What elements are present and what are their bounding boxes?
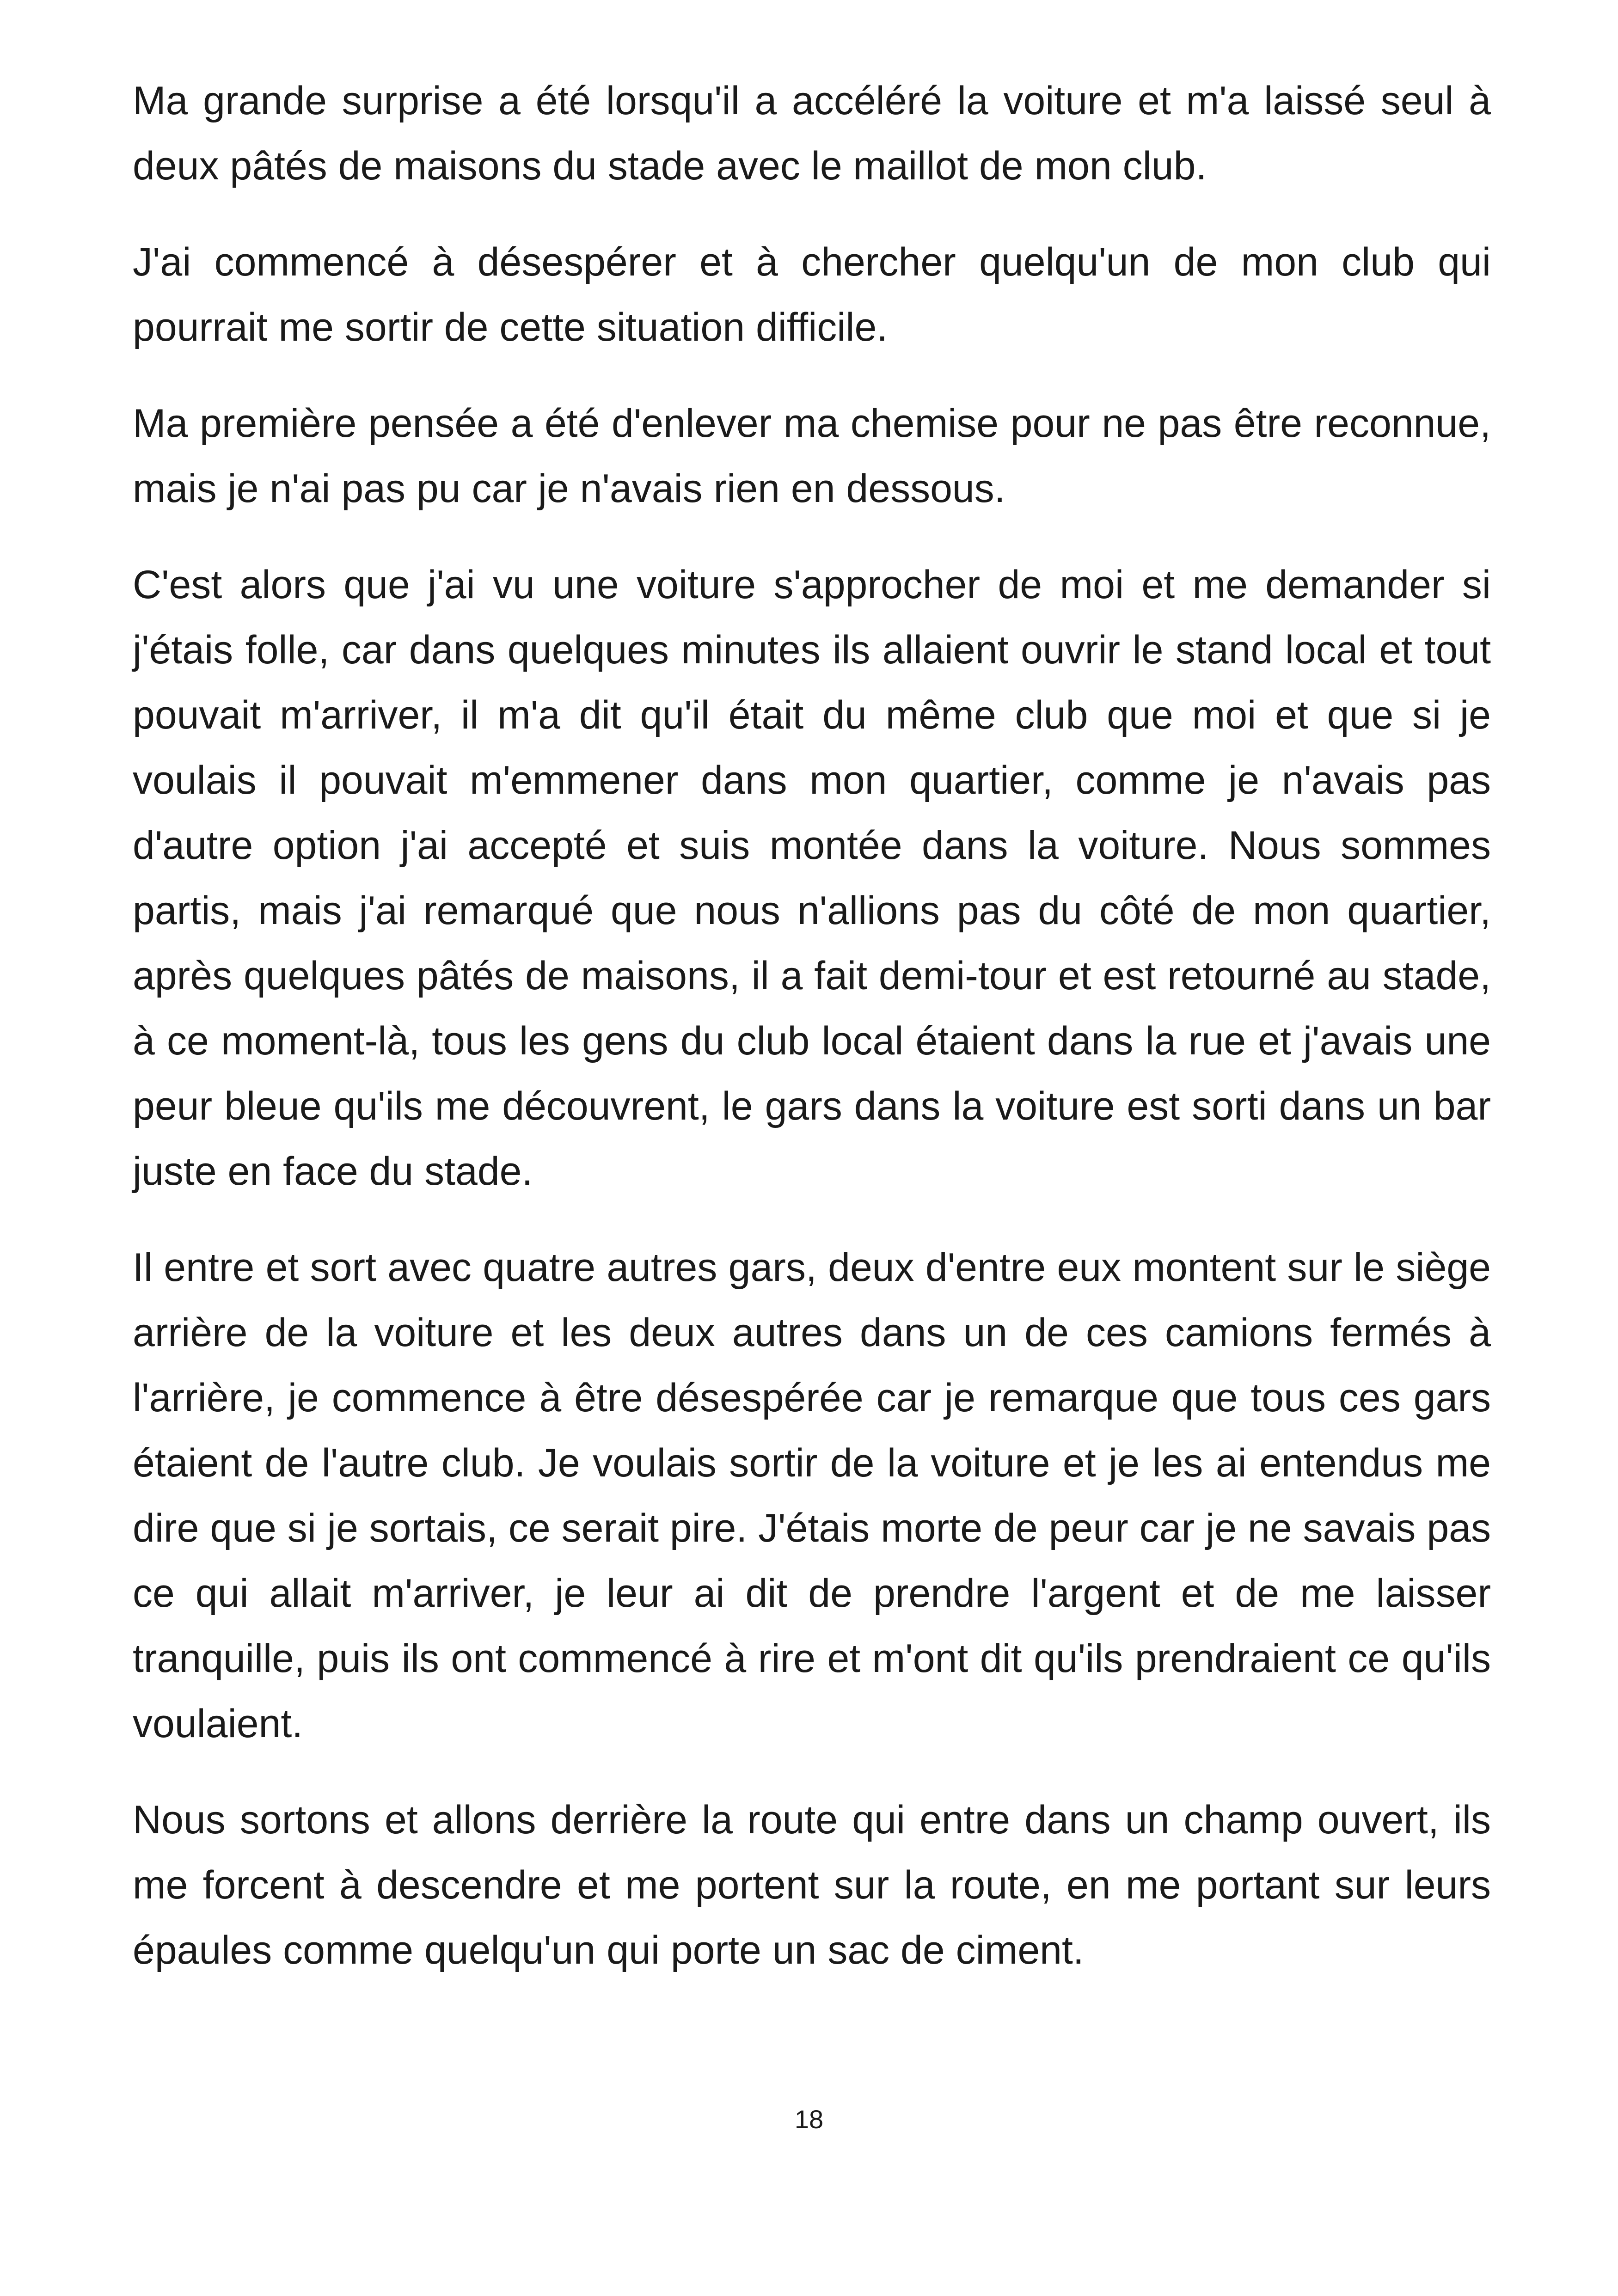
page-number: 18 xyxy=(794,2105,824,2134)
paragraph-2: J'ai commencé à désespérer et à chercher quelqu'un de mon club qui pourrait me sortir de cette situation difficile. xyxy=(133,240,1491,349)
paragraph-1: Ma grande surprise a été lorsqu'il a accéléré la voiture et m'a laissé seul à deux pâtés de maisons du stade avec le maillot de mon club. xyxy=(133,79,1491,188)
paragraph-4: C'est alors que j'ai vu une voiture s'approcher de moi et me demander si j'étais folle, car dans quelques minutes ils allaient ouvrir le stand local et tout pouvait m'arriver, il m'a dit qu'il était du même club que moi et que si je voulais il pouvait m'emmener dans mon quartier, comme je n'avais pas d'autre option j'ai accepté et suis montée dans la voiture. Nous sommes partis, mais j'ai remarqué que nous n'allions pas du côté de mon quartier, après quelques pâtés de maisons, il a fait demi-tour et est retourné au stade, à ce moment-là, tous les gens du club local étaient dans la rue et j'avais une peur bleue qu'ils me découvrent, le gars dans la voiture est sorti dans un bar juste en face du stade. xyxy=(133,563,1491,1194)
paragraph-5: Il entre et sort avec quatre autres gars, deux d'entre eux montent sur le siège arrière de la voiture et les deux autres dans un de ces camions fermés à l'arrière, je commence à être désespérée car je remarque que tous ces gars étaient de l'autre club. Je voulais sortir de la voiture et je les ai entendus me dire que si je sortais, ce serait pire. J'étais morte de peur car je ne savais pas ce qui allait m'arriver, je leur ai dit de prendre l'argent et de me laisser tranquille, puis ils ont commencé à rire et m'ont dit qu'ils prendraient ce qu'ils voulaient. xyxy=(133,1245,1491,1746)
paragraph-6: Nous sortons et allons derrière la route qui entre dans un champ ouvert, ils me forcent à descendre et me portent sur la route, en me portant sur leurs épaules comme quelqu'un qui porte un sac de ciment. xyxy=(133,1798,1491,1972)
body-text xyxy=(133,68,1491,2014)
paragraph-3: Ma première pensée a été d'enlever ma chemise pour ne pas être reconnue, mais je n'ai pas pu car je n'avais rien en dessous. xyxy=(133,401,1491,511)
